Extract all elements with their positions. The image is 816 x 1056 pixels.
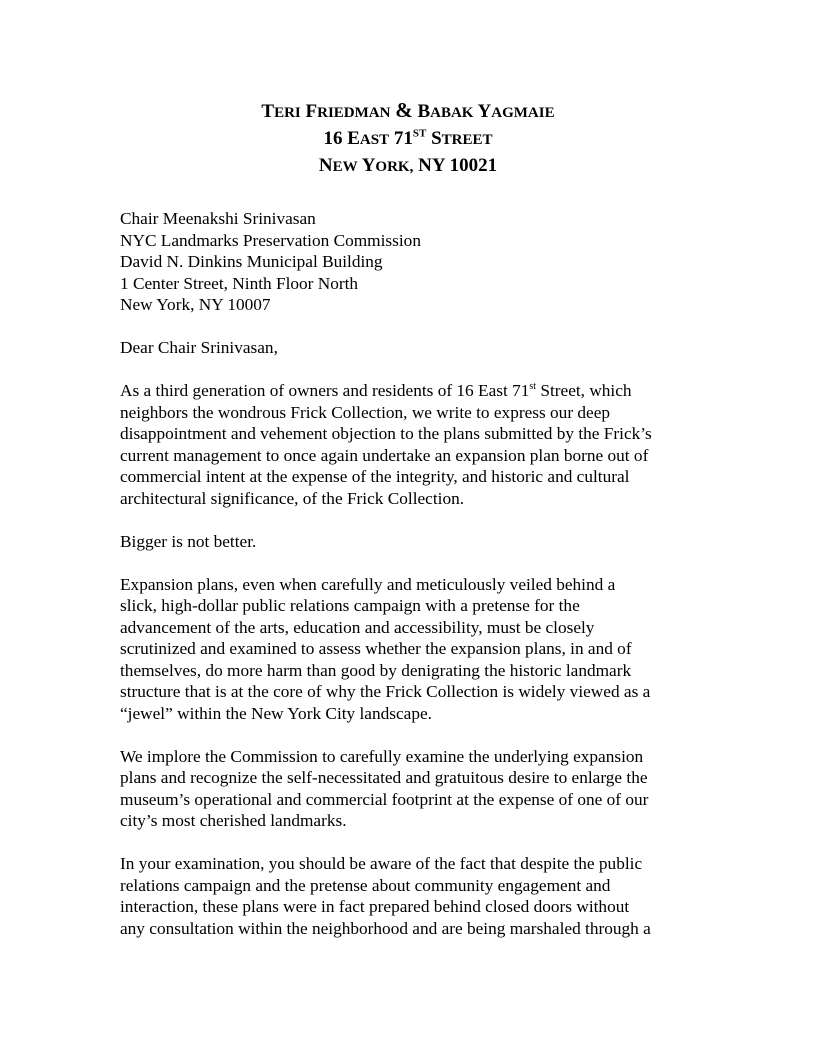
paragraph-line: neighbors the wondrous Frick Collection, we write to express our deep [120, 402, 611, 422]
paragraph-line: any consultation within the neighborhood and are being marshaled through a [120, 918, 651, 938]
paragraph-line: museum’s operational and commercial footprint at the expense of one of our [120, 789, 649, 809]
letterhead-street-line [0, 126, 816, 153]
lh-text: ABAK [430, 105, 474, 121]
paragraph-line: In your examination, you should be aware of the fact that despite the public [120, 854, 643, 873]
paragraph-line: Bigger is not better. [120, 531, 257, 551]
letter-body [120, 208, 720, 961]
lh-text: Y [477, 101, 492, 122]
lh-text: Y [361, 155, 376, 176]
lh-text: T [261, 101, 275, 122]
address-line: 1 Center Street, Ninth Floor North [120, 273, 359, 293]
letterhead [0, 98, 816, 180]
paragraph-line: architectural significance, of the Frick Collection. [120, 488, 465, 508]
lh-text: B [417, 101, 431, 122]
salutation: Dear Chair Srinivasan, [120, 338, 278, 357]
ordinal-suffix: st [529, 381, 537, 393]
address-line: New York, NY 10007 [120, 295, 271, 314]
text-run: Street, which [536, 381, 632, 400]
paragraph-line: slick, high-dollar public relations campaign with a pretense for the [120, 596, 580, 615]
paragraph-line: city’s most cherished landmarks. [120, 811, 347, 830]
address-line: David N. Dinkins Municipal Building [120, 252, 383, 271]
paragraph-line: commercial intent at the expense of the integrity, and historic and cultural [120, 467, 630, 486]
paragraph-line: plans and recognize the self-necessitated and gratuitous desire to enlarge the [120, 768, 648, 787]
lh-text: AGMAIE [491, 105, 555, 121]
lh-text: 16 [323, 128, 343, 149]
lh-text: ORK, [375, 159, 414, 175]
lh-text: ERI [274, 105, 301, 121]
paragraph-line: disappointment and vehement objection to the plans submitted by the Frick’s [120, 424, 652, 443]
paragraph-line: advancement of the arts, education and accessibility, must be closely [120, 617, 595, 637]
lh-text: 71 [393, 128, 413, 149]
address-line: Chair Meenakshi Srinivasan [120, 209, 316, 228]
paragraph-5 [120, 853, 720, 939]
paragraph-3 [120, 574, 720, 725]
paragraph-4 [120, 746, 720, 832]
paragraph-line: scrutinized and examined to assess whether the expansion plans, in and of [120, 639, 632, 658]
paragraph-line: interaction, these plans were in fact prepared behind closed doors without [120, 897, 630, 916]
lh-text: TREET [441, 132, 493, 148]
paragraph-line: We implore the Commission to carefully examine the underlying expansion [120, 746, 644, 766]
lh-text: NY 10021 [418, 155, 498, 176]
paragraph-2 [120, 531, 720, 553]
address-line: NYC Landmarks Preservation Commission [120, 230, 421, 250]
letterhead-name-line [0, 98, 816, 126]
paragraph-line: relations campaign and the pretense about community engagement and [120, 875, 611, 895]
paragraph-line: Expansion plans, even when carefully and meticulously veiled behind a [120, 574, 616, 594]
lh-text: AST [359, 132, 390, 148]
ordinal-suffix: ST [412, 127, 427, 140]
paragraph-1 [120, 380, 720, 509]
paragraph-line: structure that is at the core of why the Frick Collection is widely viewed as a [120, 682, 651, 701]
lh-text: RIEDMAN [317, 105, 391, 121]
ampersand: & [395, 98, 413, 122]
lh-text: S [431, 128, 442, 149]
letterhead-city-line [0, 153, 816, 180]
lh-text: E [347, 128, 360, 149]
lh-text: F [305, 101, 318, 122]
recipient-address [120, 208, 720, 316]
paragraph-line: themselves, do more harm than good by denigrating the historic landmark [120, 660, 632, 680]
lh-text: EW [332, 159, 358, 175]
text-run: As a third generation of owners and residents of 16 East 71 [120, 381, 530, 400]
paragraph-line [120, 380, 720, 402]
paragraph-line: “jewel” within the New York City landscape. [120, 703, 432, 723]
paragraph-line: current management to once again undertake an expansion plan borne out of [120, 445, 649, 465]
lh-text: N [318, 155, 333, 176]
